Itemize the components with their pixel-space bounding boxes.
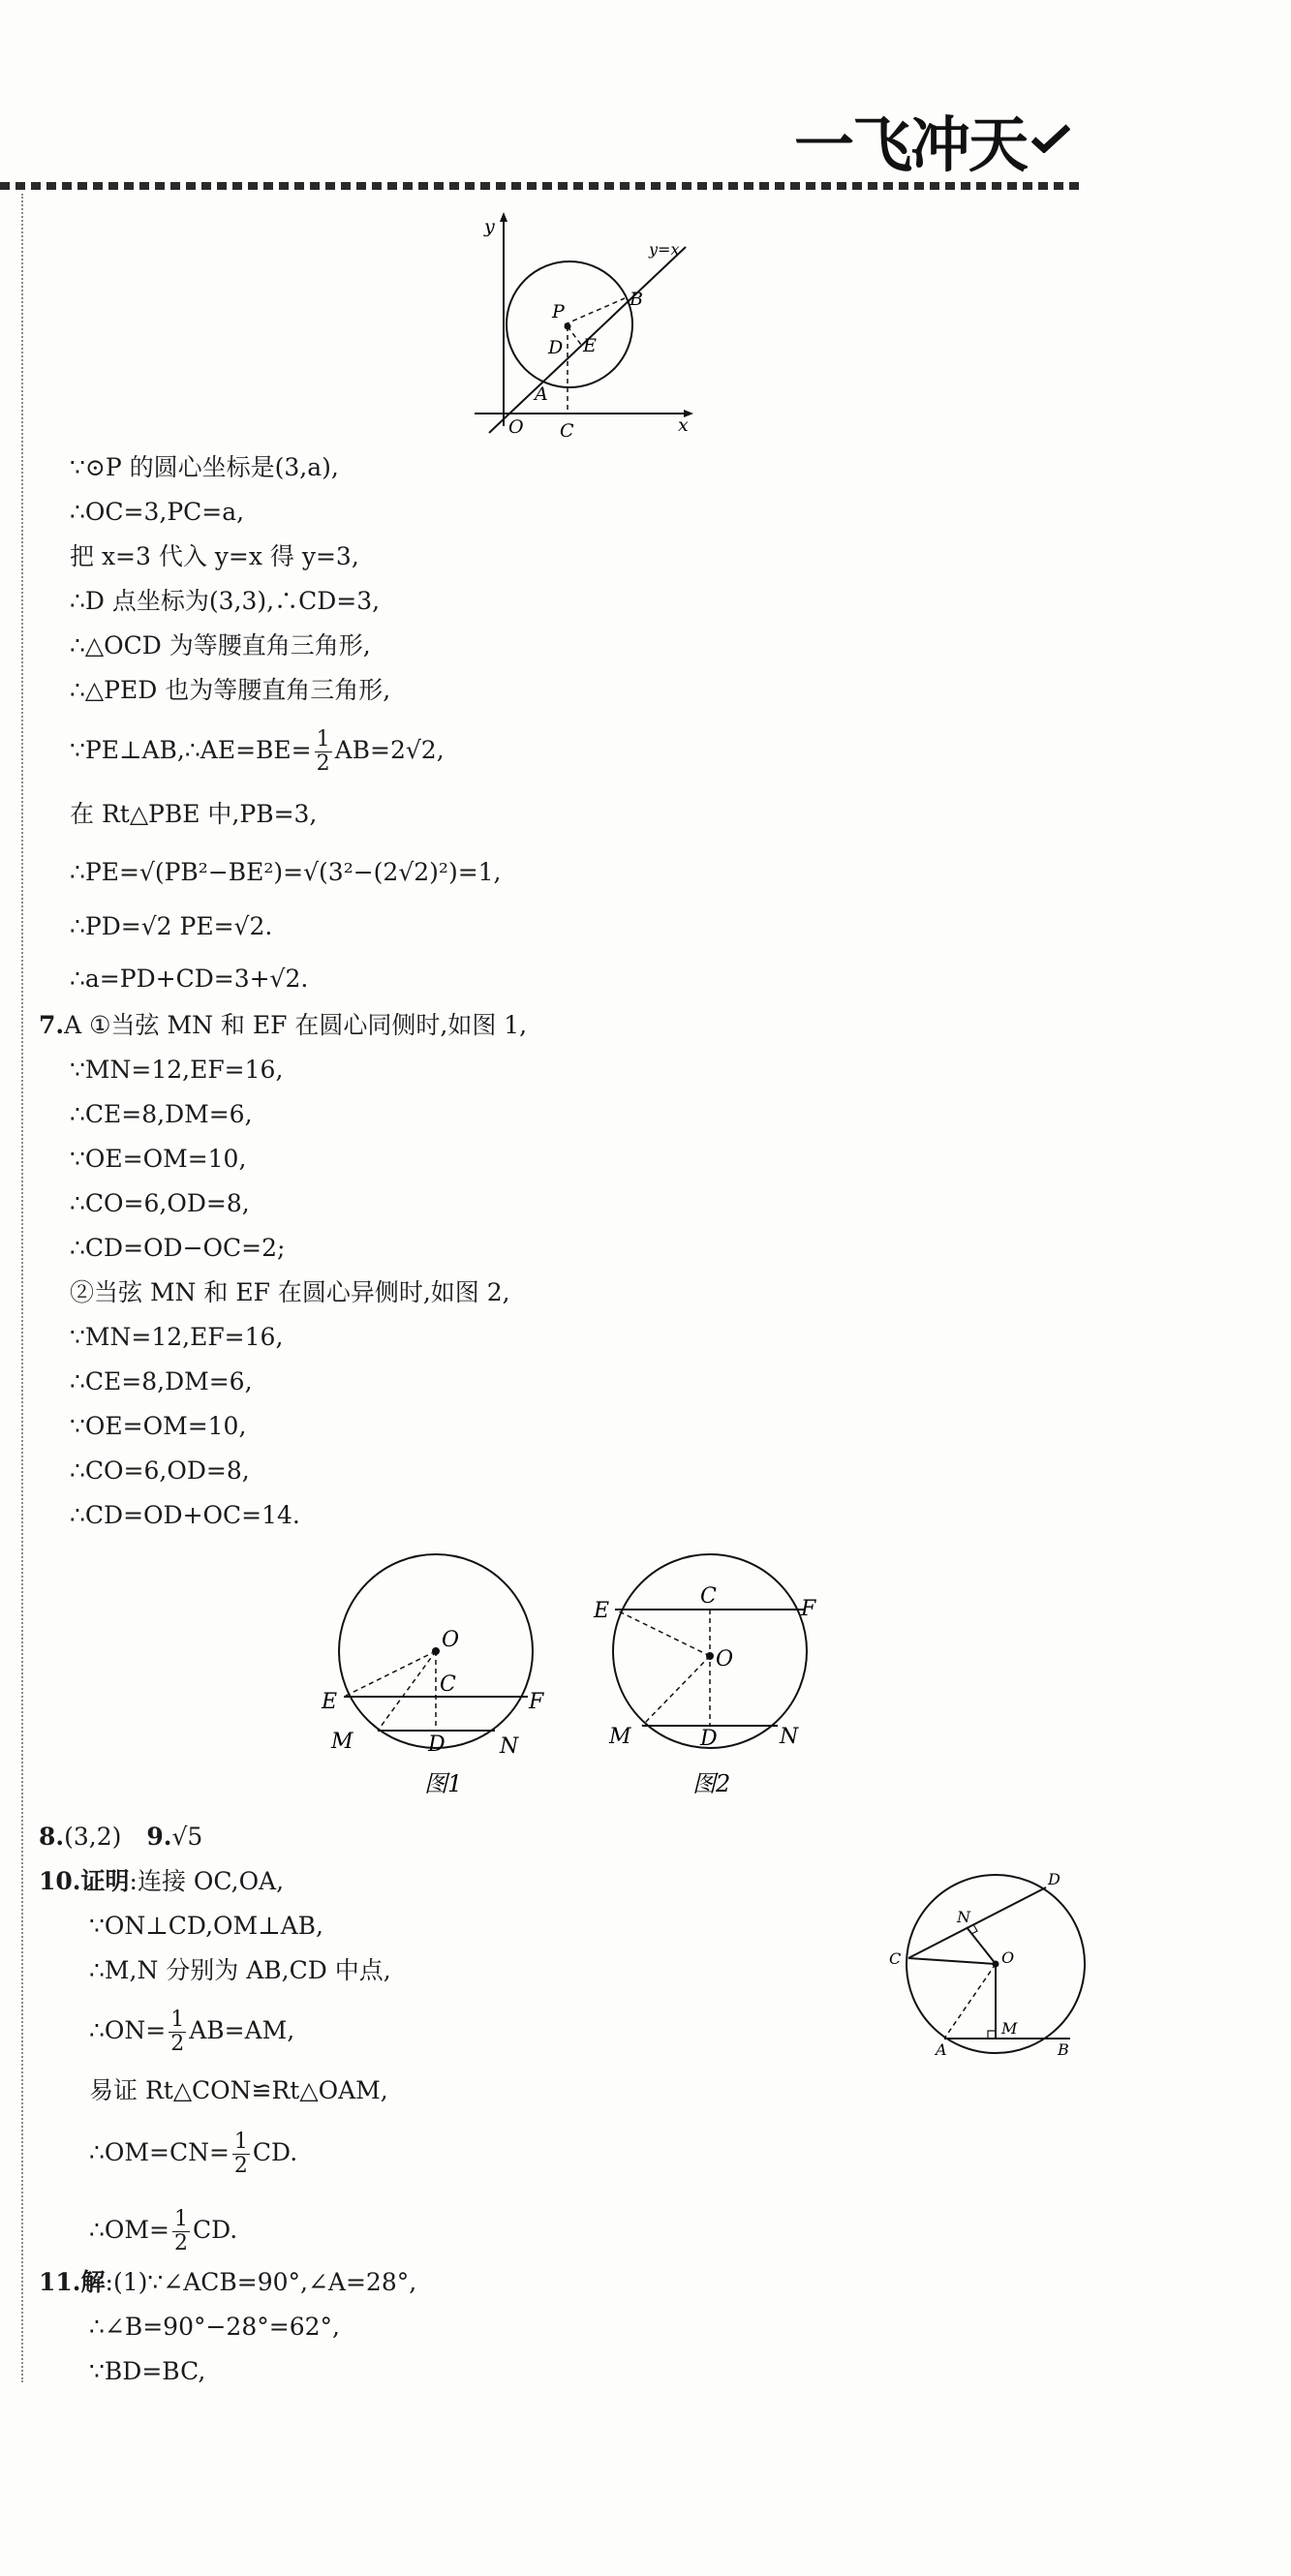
fig1-label-e: E	[322, 1690, 338, 1714]
sol6-line3: 把 x=3 代入 y=x 得 y=3,	[70, 542, 359, 570]
sol6-line2: ∴OC=3,PC=a,	[70, 498, 245, 526]
fig2-caption: 图2	[692, 1770, 731, 1797]
sol6-line7	[70, 728, 445, 776]
sol10-title: 证明	[80, 1867, 130, 1895]
fraction-half: $\frac{1}{2}$	[316, 727, 330, 776]
fig1-caption: 图1	[424, 1770, 463, 1797]
fig2-label-m: M	[609, 1725, 631, 1749]
sol11-line3: ∵BD=BC,	[89, 2357, 206, 2385]
figure-2	[586, 1549, 828, 1801]
sol6-line6: ∴△PED 也为等腰直角三角形,	[70, 676, 391, 704]
fig10-label-d: D	[1048, 1870, 1060, 1888]
sol10-line1	[39, 1865, 284, 1898]
fig2-label-c: C	[700, 1584, 717, 1609]
sol10-line6: ∴OM=CN= $\frac{1}{2}$ CD.	[89, 2130, 298, 2178]
fig2-label-f: F	[801, 1597, 816, 1621]
sol7-line11: ∴CO=6,OD=8,	[70, 1457, 250, 1485]
sol10-line1-text: :连接 OC,OA,	[129, 1867, 285, 1895]
label-p: P	[552, 301, 565, 322]
margin-rule	[21, 194, 23, 2382]
checkmark-icon	[1031, 124, 1070, 153]
fig10-label-c: C	[889, 1949, 902, 1968]
fig1-label-f: F	[529, 1690, 544, 1714]
sol7-number: 7.	[39, 1011, 65, 1039]
sol11-line2: ∴∠B=90°−28°=62°,	[89, 2313, 340, 2341]
fig1-label-d: D	[428, 1733, 446, 1757]
sol6-line5: ∴△OCD 为等腰直角三角形,	[70, 631, 371, 659]
fraction-half: $\frac{1}{2}$	[233, 2130, 248, 2178]
sol6-line8: 在 Rt△PBE 中,PB=3,	[70, 800, 318, 828]
label-a: A	[535, 383, 548, 405]
label-y-axis: y	[484, 216, 495, 237]
sol6-line4: ∴D 点坐标为(3,3),∴CD=3,	[70, 587, 381, 615]
sol7-line12: ∴CD=OD+OC=14.	[70, 1501, 300, 1529]
figure-1	[320, 1549, 552, 1801]
sol7-line1-text: A ①当弦 MN 和 EF 在圆心同侧时,如图 1,	[64, 1011, 528, 1039]
figure-circle-p	[455, 208, 697, 445]
fraction-half: $\frac{1}{2}$	[170, 2008, 185, 2056]
sol9-number: 9.	[146, 1823, 172, 1851]
sol7-line8: ∵MN=12,EF=16,	[70, 1323, 284, 1351]
sol11-number: 11.	[39, 2268, 81, 2296]
sol6-line10: ∴PD=√2 PE=√2.	[70, 912, 273, 940]
sol6-line9: ∴PE=√(PB²−BE²)=√(3²−(2√2)²)=1,	[70, 858, 502, 886]
sol8-number: 8.	[39, 1823, 65, 1851]
figure-10	[881, 1859, 1094, 2063]
label-e: E	[583, 335, 597, 356]
fig2-label-n: N	[780, 1725, 799, 1749]
sol6-line1: ∵⊙P 的圆心坐标是(3,a),	[70, 453, 339, 481]
label-b: B	[630, 289, 643, 310]
sol8-9-line	[39, 1821, 202, 1854]
sol7-line9: ∴CE=8,DM=6,	[70, 1367, 253, 1395]
fig2-label-o: O	[716, 1647, 734, 1671]
sol6-line11: ∴a=PD+CD=3+√2.	[70, 965, 309, 993]
sol7-line7: ②当弦 MN 和 EF 在圆心异侧时,如图 2,	[70, 1278, 510, 1306]
sol10-line5: 易证 Rt△CON≌Rt△OAM,	[89, 2076, 388, 2104]
sol10-number: 10.	[39, 1867, 81, 1895]
sol7-line3: ∴CE=8,DM=6,	[70, 1100, 253, 1128]
sol7-line1	[39, 1009, 527, 1042]
sol6-line7-pre: ∵PE⊥AB,∴AE=BE=	[70, 736, 312, 764]
label-c: C	[560, 420, 574, 442]
sol10-line4: ∴ON= $\frac{1}{2}$ AB=AM,	[89, 2008, 295, 2056]
fig1-label-o: O	[442, 1628, 460, 1652]
label-line-yx: y=x	[649, 240, 680, 259]
fig10-label-o: O	[1001, 1948, 1015, 1967]
sol10-line2: ∵ON⊥CD,OM⊥AB,	[89, 1912, 323, 1940]
sol8-answer: (3,2)	[64, 1823, 122, 1851]
sol9-answer: √5	[171, 1823, 203, 1851]
sol7-line2: ∵MN=12,EF=16,	[70, 1056, 284, 1084]
sol10-line7: ∴OM= $\frac{1}{2}$ CD.	[89, 2207, 238, 2255]
brand-logo	[794, 97, 1085, 180]
fig10-label-m: M	[1001, 2019, 1018, 2038]
sol11-title: 解	[80, 2268, 106, 2296]
sol11-line1-text: :(1)∵∠ACB=90°,∠A=28°,	[105, 2268, 417, 2296]
sol7-line5: ∴CO=6,OD=8,	[70, 1189, 250, 1217]
fig1-label-n: N	[500, 1734, 519, 1759]
header-divider	[0, 182, 1083, 190]
sol6-line7-post: AB=2√2,	[334, 736, 445, 764]
fig10-label-a: A	[936, 2040, 947, 2059]
fig10-label-b: B	[1058, 2040, 1069, 2059]
fig2-label-d: D	[700, 1727, 718, 1751]
label-o: O	[508, 416, 524, 438]
label-d: D	[548, 337, 564, 358]
sol11-line1	[39, 2266, 416, 2299]
sol7-line10: ∵OE=OM=10,	[70, 1412, 247, 1440]
brand-logo-text: 一飞冲天	[794, 109, 1028, 180]
fraction-half: $\frac{1}{2}$	[173, 2207, 188, 2255]
fig1-label-m: M	[331, 1730, 353, 1754]
sol7-line6: ∴CD=OD−OC=2;	[70, 1234, 286, 1262]
sol7-line4: ∵OE=OM=10,	[70, 1145, 247, 1173]
label-x-axis: x	[678, 414, 689, 436]
sol10-line3: ∴M,N 分别为 AB,CD 中点,	[89, 1956, 391, 1984]
fig2-label-e: E	[594, 1599, 610, 1623]
fig10-label-n: N	[957, 1908, 970, 1926]
fig1-label-c: C	[440, 1672, 456, 1697]
